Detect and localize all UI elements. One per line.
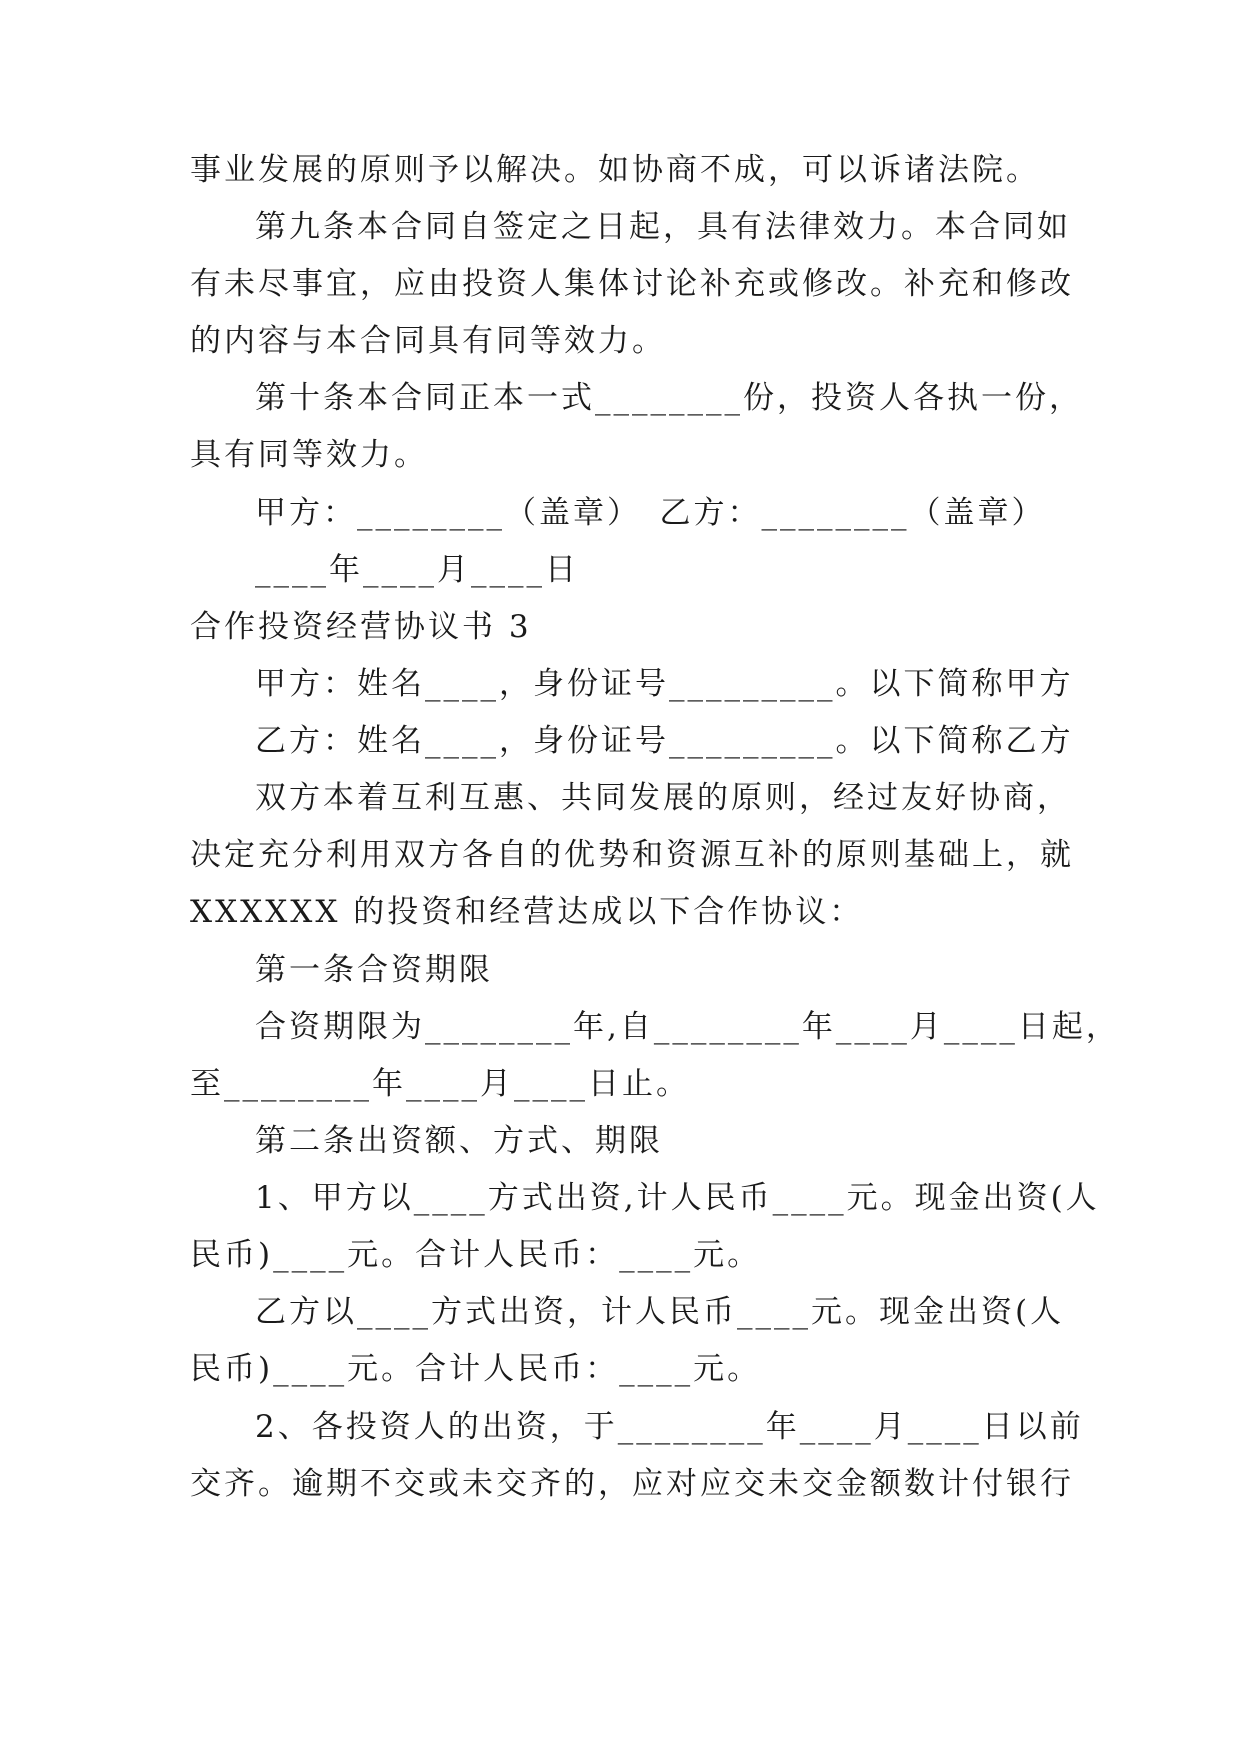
text-line-4: 的内容与本合同具有同等效力。: [190, 323, 666, 359]
text-line-22: 民币)____元。合计人民币：____元。: [190, 1351, 762, 1387]
section-title: 合作投资经营协议书 3: [190, 609, 532, 645]
text-line-12: 双方本着互利互惠、共同发展的原则，经过友好协商，: [255, 780, 1071, 816]
text-line-2: 第九条本合同自签定之日起，具有法律效力。本合同如: [255, 209, 1071, 245]
text-line-1: 事业发展的原则予以解决。如协商不成，可以诉诸法院。: [190, 152, 1040, 188]
text-line-5: 第十条本合同正本一式________份，投资人各执一份，: [255, 380, 1083, 416]
text-line-16: 合资期限为________年,自________年____月____日起，: [255, 1009, 1120, 1045]
date-line: ____年____月____日: [255, 552, 579, 588]
text-line-3: 有未尽事宜，应由投资人集体讨论补充或修改。补充和修改: [190, 266, 1074, 302]
text-line-23: 2、各投资人的出资，于________年____月____日以前: [255, 1409, 1084, 1445]
signature-line: 甲方：________（盖章） 乙方：________（盖章）: [255, 495, 1046, 531]
text-line-24: 交齐。逾期不交或未交齐的，应对应交未交金额数计付银行: [190, 1466, 1074, 1502]
text-line-17: 至________年____月____日止。: [190, 1066, 690, 1102]
text-line-20: 民币)____元。合计人民币：____元。: [190, 1237, 762, 1273]
article-2-heading: 第二条出资额、方式、期限: [255, 1123, 663, 1159]
text-line-21: 乙方以____方式出资，计人民币____元。现金出资(人: [255, 1294, 1065, 1330]
text-line-19: 1、甲方以____方式出资,计人民币____元。现金出资(人: [255, 1180, 1100, 1216]
text-line-6: 具有同等效力。: [190, 437, 428, 473]
party-b-line: 乙方：姓名____，身份证号_________。以下简称乙方: [255, 723, 1074, 759]
text-line-13: 决定充分利用双方各自的优势和资源互补的原则基础上，就: [190, 837, 1074, 873]
text-line-14: XXXXXX 的投资和经营达成以下合作协议：: [190, 894, 864, 930]
article-1-heading: 第一条合资期限: [255, 952, 493, 988]
party-a-line: 甲方：姓名____，身份证号_________。以下简称甲方: [255, 666, 1074, 702]
